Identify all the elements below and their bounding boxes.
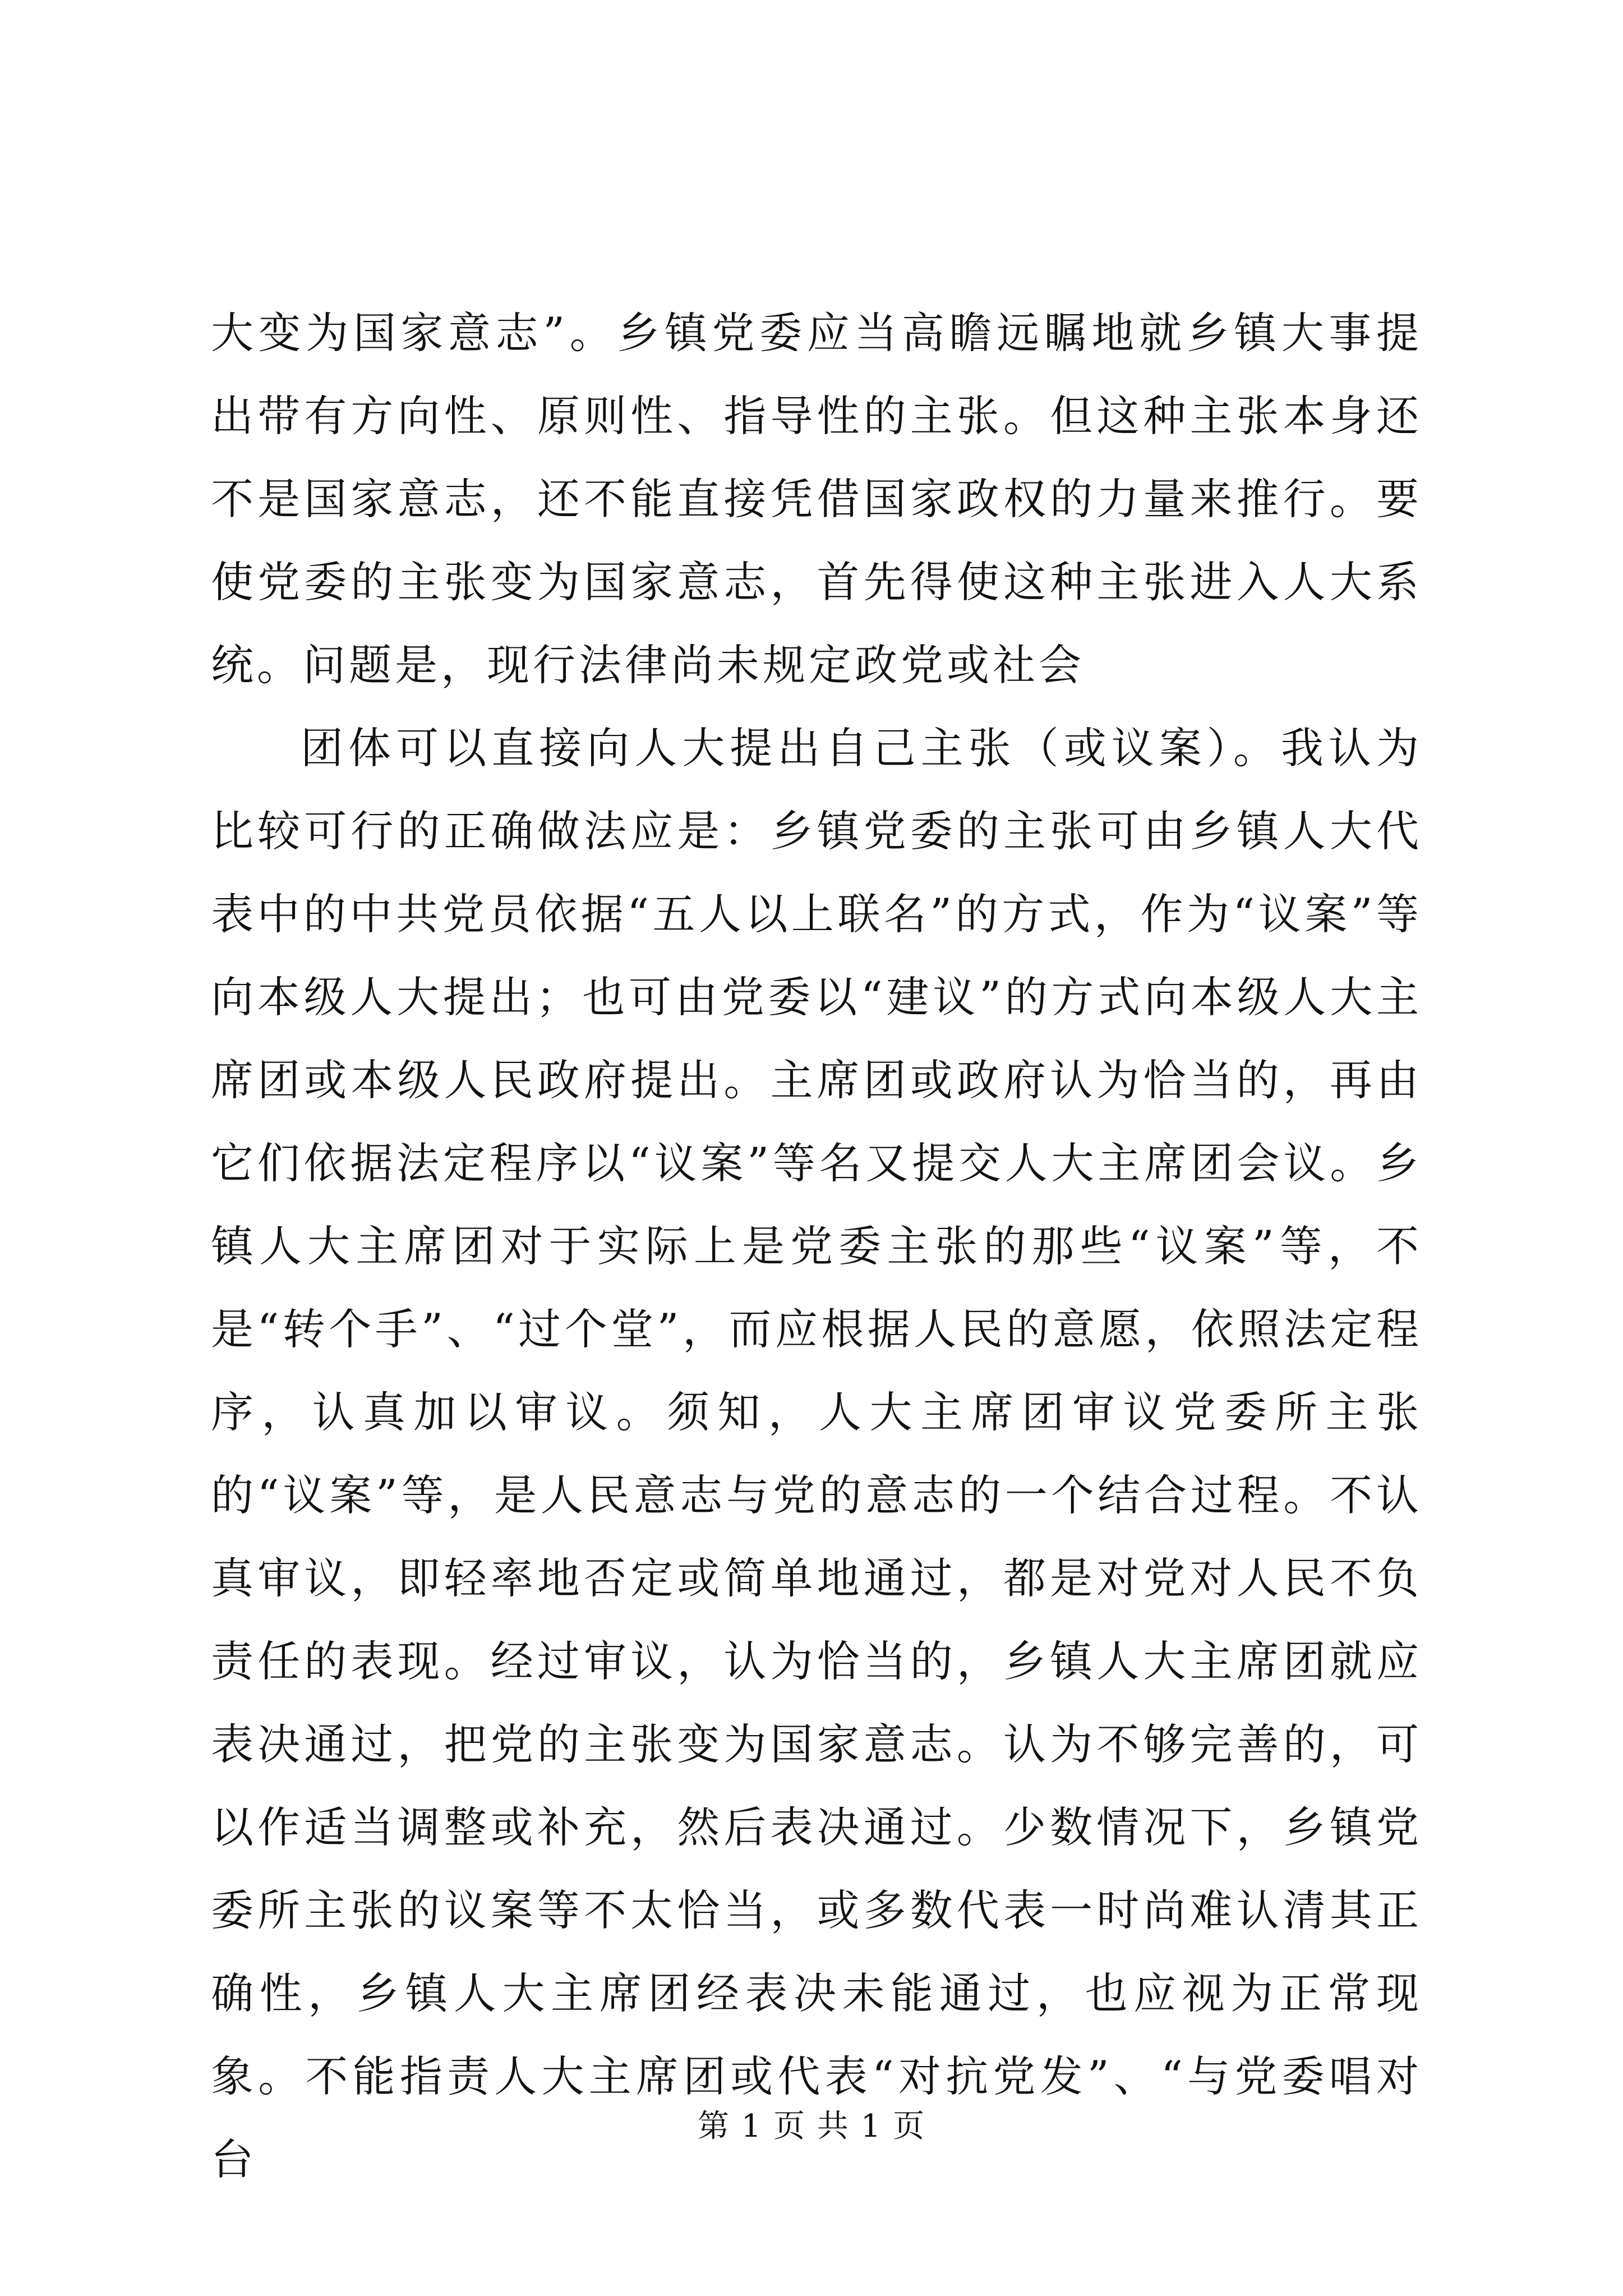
paragraph-1: 大变为国家意志”。乡镇党委应当高瞻远瞩地就乡镇大事提出带有方向性、原则性、指导性的主张。但这种主张本身还不是国家意志，还不能直接凭借国家政权的力量来推行。要使党委的主张变为国家意志，首先得使这种主张进入人大系统。问题是，现行法律尚未规定政党或社会 [211, 308, 1422, 690]
page-number-footer: 第 1 页 共 1 页 [697, 2108, 926, 2145]
paragraph-2: 团体可以直接向人大提出自己主张（或议案）。我认为比较可行的正确做法应是：乡镇党委的主张可由乡镇人大代表中的中共党员依据“五人以上联名”的方式，作为“议案”等向本级人大提出；也可由党委以“建议”的方式向本级人大主席团或本级人民政府提出。主席团或政府认为恰当的，再由它们依据法定程序以“议案”等名又提交人大主席团会议。乡镇人大主席团对于实际上是党委主张的那些“议案”等，不是“转个手”、“过个堂”，而应根据人民的意愿，依照法定程序，认真加以审议。须知，人大主席团审议党委所主张的“议案”等，是人民意志与党的意志的一个结合过程。不认真审议，即轻率地否定或简单地通过，都是对党对人民不负责任的表现。经过审议，认为恰当的，乡镇人大主席团就应表决通过，把党的主张变为国家意志。认为不够完善的，可以作适当调整或补充，然后表决通过。少数情况下，乡镇党委所主张的议案等不太恰当，或多数代表一时尚难认清其正确性，乡镇人大主席团经表决未能通过，也应视为正常现象。不能指责人大主席团或代表“对抗党发”、“与党委唱对台 [211, 723, 1422, 2184]
document-body [211, 292, 1422, 2201]
